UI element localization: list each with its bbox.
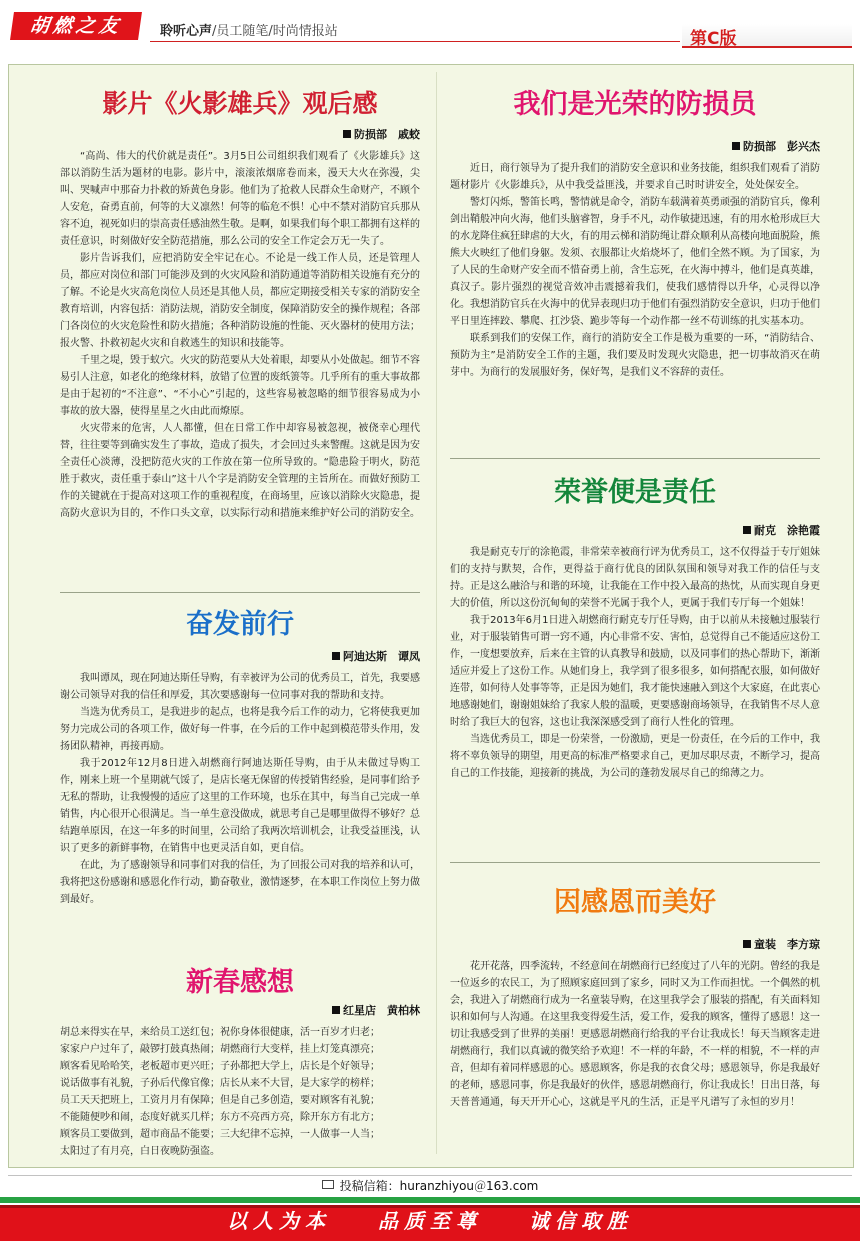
paragraph: 联系到我们的安保工作，商行的消防安全工作是极为重要的一环，“消防结合、预防为主”是消防安全工作的主题，我们要及时发现火灾隐患，把一切事故消灭在萌芽中。为商行的发展服好务，保好驾，是我们义不容辞的责任。 — [450, 332, 820, 378]
poem-line: 家家户户过年了，敲锣打鼓真热闹；胡燃商行大变样，挂上灯笼真漂亮； — [60, 1043, 380, 1055]
poem-line: 员工天天把班上，工资月月有保障；但是自己多创造，要对顾客有礼貌； — [60, 1094, 380, 1106]
article-separator — [60, 592, 420, 593]
masthead — [0, 0, 860, 50]
masthead-rule — [150, 41, 680, 42]
poem-line: 顾客员工要做到，超市商品不能要；三大纪律不忘掉，一人做事一人当； — [60, 1128, 380, 1140]
paragraph: 近日，商行领导为了提升我们的消防安全意识和业务技能，组织我们观看了消防题材影片《火影雄兵》，从中我受益匪浅，并要求自己时时讲安全，处处保安全。 — [450, 162, 820, 191]
article-fire-movie-review — [60, 90, 420, 522]
poem-line: 太阳过了有月亮，白日夜晚防强盗。 — [60, 1145, 220, 1157]
article-byline: 防损部 彭兴杰 — [450, 138, 820, 154]
slogan-text: 以人为本 品质至尊 诚信取胜 — [227, 1209, 633, 1233]
article-title: 奋发前行 — [186, 609, 294, 640]
poem-line: 胡总来得实在早，来给员工送红包；祝你身体很健康，活一百岁才归老； — [60, 1026, 380, 1038]
section-title-main: 聆听心声 — [160, 24, 213, 39]
poem-line: 不能随便吵和闹，态度好就买几样；东方不亮西方亮，除开东方有北方； — [60, 1111, 380, 1123]
paragraph: 我于2012年12月8日进入胡燃商行阿迪达斯任导购，由于从未做过导购工作，刚来上班一个星期就气馁了，是店长毫无保留的传授销售经验，是同事们给予无私的帮助，让我慢慢的适应了这里的工作环境，也乐在其中，每当自己完成一单销售，内心很开心很满足。当一单生意没做成，就思考自己是哪里做得不够好？总结跑单原因，在这一年多的时间里，公司给了我两次培训机会，让我受益匪浅，认识了更多的新鲜事物，在销售中也更灵活自如，更自信。 — [60, 757, 420, 854]
square-bullet-icon — [332, 652, 340, 660]
mail-icon — [322, 1180, 334, 1189]
article-title: 新春感想 — [186, 967, 294, 998]
paragraph: 火灾带来的危害，人人都懂，但在日常工作中却容易被忽视，被侥幸心理代替，往往要等到确实发生了事故，造成了损失，才会回过头来警醒。这就是因为安全责任心淡薄，没把防范火灾的工作放在第一位所导致的。“隐患险于明火，防范胜于救灾，责任重于泰山”这十八个字是消防安全管理的主旨所在。而做好预防工作的关键就在于提高对这项工作的重视程度，在商场里，应该以消除火灾隐患，提高防火意识为目的，不作口头文章，以实际行动和措施来维护好公司的消防安全。 — [60, 422, 420, 519]
article-byline: 红星店 黄柏林 — [60, 1002, 420, 1018]
paragraph: 花开花落，四季流转，不经意间在胡燃商行已经度过了八年的光阴。曾经的我是一位返乡的农民工，为了照顾家庭回到了家乡，同时又为工作而担忧。一个偶然的机会，我进入了胡燃商行成为一名童装导购，在这里我学会了服装的搭配，有关面料知识和如何与人沟通。在这里我变得爱生活，爱工作，爱我的顾客，懂得了感恩！这一切让我感受到了世界的美丽！更感恩胡燃商行给我的平台让我成长！每天当顾客走进胡燃商行，我们以真诚的微笑给予欢迎！不一样的年龄，不一样的相貌，不一样的声音，但却有着同样感恩的心。感恩顾客，你是我的衣食父母；感恩领导，你是我最好的老师，感恩同事，你是我最好的伙伴，感恩胡燃商行，你让我成长！日出日落，每天普普通通，每天开开心心，这就是平凡的生活，正是平凡谱写了永恒的岁月！ — [450, 960, 820, 1108]
square-bullet-icon — [332, 1006, 340, 1014]
article-byline: 童装 李方琼 — [450, 936, 820, 952]
article-gratitude — [450, 888, 820, 1111]
paragraph: 当选为优秀员工，是我进步的起点，也将是我今后工作的动力，它将使我更加努力完成公司的各项工作，做好每一件事，在今后的工作中起到模范带头作用，发扬团队精神，再接再励。 — [60, 706, 420, 752]
article-spring-thoughts — [60, 968, 420, 1160]
newspaper-logo: 胡燃之友 — [10, 12, 142, 40]
paragraph: 我是耐克专厅的涂艳霞，非常荣幸被商行评为优秀员工，这不仅得益于专厅姐妹们的支持与默契，合作，更得益于商行优良的团队氛围和领导对我工作的信任与支持。正是这么融洽与和谐的环境，让我能在工作中投入最高的热忱，从而实现自身更大的价值，所以这份沉甸甸的荣誉不光属于我个人，更属于我们专厅每一个姐妹！ — [450, 546, 820, 609]
paragraph: “高尚、伟大的代价就是责任”。3月5日公司组织我们观看了《火影雄兵》这部以消防生活为题材的电影。影片中，滚滚浓烟席卷而来，漫天大火在弥漫，尖叫、哭喊声中那奋力扑救的矫黄色身影。他们为了抢救人民群众生命财产，不顾个人安危，奋勇直前，何等的大义凛然！何等的临危不惧！心中不禁对消防官兵那从容不迫，视死如归的崇高责任感油然生敬。是啊，如果我们每个职工都拥有这样的责任意识，时刻做好安全防范措施，那么公司的安全工作定会万无一失了。 — [60, 150, 420, 247]
square-bullet-icon — [732, 142, 740, 150]
article-proud-loss-prevention — [450, 90, 820, 381]
footer-green-stripe — [0, 1197, 860, 1203]
article-separator — [450, 862, 820, 863]
poem-line: 顾客看见哈哈笑，老板超市更兴旺；子孙都把大学上，店长是个好领导； — [60, 1060, 380, 1072]
paragraph: 在此，为了感谢领导和同事们对我的信任，为了回报公司对我的培养和认可，我将把这份感谢和感恩化作行动，勤奋敬业，激情逐梦，在本职工作岗位上努力做到最好。 — [60, 859, 420, 905]
contact-line — [0, 1177, 860, 1194]
article-byline: 防损部 戚蛟 — [60, 126, 420, 142]
article-body — [450, 958, 820, 1111]
article-body — [60, 670, 420, 908]
article-body — [60, 148, 420, 522]
article-title: 荣誉便是责任 — [554, 477, 716, 508]
square-bullet-icon — [743, 940, 751, 948]
paragraph: 千里之堤，毁于蚁穴。火灾的防范要从大处着眼，却要从小处做起。细节不容易引人注意，如老化的绝缘材料，放错了位置的废纸箦等。几乎所有的重大事故都是由于起初的“不注意”、“不小心”引起的，这些容易被忽略的细节很容易成为小事故的放大器，使得星星之火由此而燎原。 — [60, 354, 420, 417]
article-honor-is-responsibility — [450, 478, 820, 782]
contact-email: 投稿信箱：huranzhiyou＠163.com — [339, 1179, 539, 1193]
paragraph: 警灯闪烁，警笛长鸣，警情就是命令，消防车载满着英勇顽强的消防官兵，像利剑出鞘般冲向火海，他们头脑睿智，身手不凡，动作敏捷迅速，有的用水枪形成巨大的水龙降住疯狂肆虐的大火，有的用云梯和消防绳让群众顺利从高楼向地面脱险，熊熊大火映红了他们身躯。发须、衣服都让火焰烧坏了，他们全然不顾。为了国家，为了人民的生命财产安全而不惜奋勇上前，含生忘死，在火海中搏斗，他们是真英雄，真汉子。影片强烈的视觉音效冲击震撼着我们，使我们感情得以升华，心灵得以净化。我想消防官兵在火海中的优异表现归功于他们有强烈消防安全意识，归功于他们平日里连摔跤、攀爬、扛沙袋、跪步等每一个动作都一丝不苟训练的扎实基本功。 — [450, 196, 820, 327]
section-title — [160, 20, 338, 39]
article-title: 我们是光荣的防损员 — [513, 89, 757, 120]
square-bullet-icon — [343, 130, 351, 138]
paragraph: 影片告诉我们，应把消防安全牢记在心。不论是一线工作人员，还是管理人员，都应对岗位和部门可能涉及到的火灾风险和消防通道等消防相关设施有充分的了解。不论是火灾高危岗位人员还是其他人员，都应定期接受相关专家的消防安全教育培训，内容包括：消防法规，消防安全制度，保障消防安全的操作规程；各部门各岗位的火灾危险性和防火措施；各种消防设施的性能、灭火器材的使用方法；报火警、扑救初起火灾和自救逃生的知识和技能等。 — [60, 252, 420, 349]
footer-rule — [8, 1175, 852, 1176]
article-forge-ahead — [60, 610, 420, 908]
section-title-sub: /员工随笔/时尚情报站 — [212, 24, 338, 39]
poem-body — [60, 1024, 420, 1160]
article-title: 因感恩而美好 — [554, 887, 716, 918]
article-byline: 耐克 涂艳霞 — [450, 522, 820, 538]
article-byline: 阿迪达斯 谭凤 — [60, 648, 420, 664]
article-body — [450, 160, 820, 381]
paragraph: 当选优秀员工，即是一份荣誉，一份激励，更是一份责任，在今后的工作中，我将不辜负领导的期望，用更高的标准严格要求自己，更加尽职尽责，不断学习，提高自己的工作技能，迎接新的挑战，为公司的蓬勃发展尽自己的绵薄之力。 — [450, 733, 820, 779]
square-bullet-icon — [743, 526, 751, 534]
poem-line: 说话做事有礼貌，子孙后代像官像；店长从来不大冒，是大家学的榜样； — [60, 1077, 380, 1089]
article-title: 影片《火影雄兵》观后感 — [102, 89, 378, 118]
edition-label: 第C版 — [690, 29, 737, 49]
article-body — [450, 544, 820, 782]
paragraph: 我于2013年6月1日进入胡燃商行耐克专厅任导购，由于以前从未接触过服装行业，对于服装销售可谓一窍不通，内心非常不安、害怕，总觉得自己不能适应这份工作，一度想要放弃，后来在主管的认真教导和鼓励，以及同事们的热心帮助下，渐渐适应并爱上了这份工作。从她们身上，我学到了很多很多，如何搭配衣服，如何做好连带，如何待人处事等等，正是因为她们，我才能快速融入到这个大家庭，在此衷心地感谢她们，谢谢姐妹给了我家人般的温暖，更要感谢商场领导，在我销售不尽人意时给了我巨大的包容，这也让我深深感受到了商行人性化的管理。 — [450, 614, 820, 728]
paragraph: 我叫谭凤，现在阿迪达斯任导购，有幸被评为公司的优秀员工，首先，我要感谢公司领导对我的信任和厚爱，其次要感谢每一位同事对我的帮助和支持。 — [60, 672, 420, 701]
column-divider — [436, 72, 437, 1154]
article-separator — [450, 458, 820, 459]
